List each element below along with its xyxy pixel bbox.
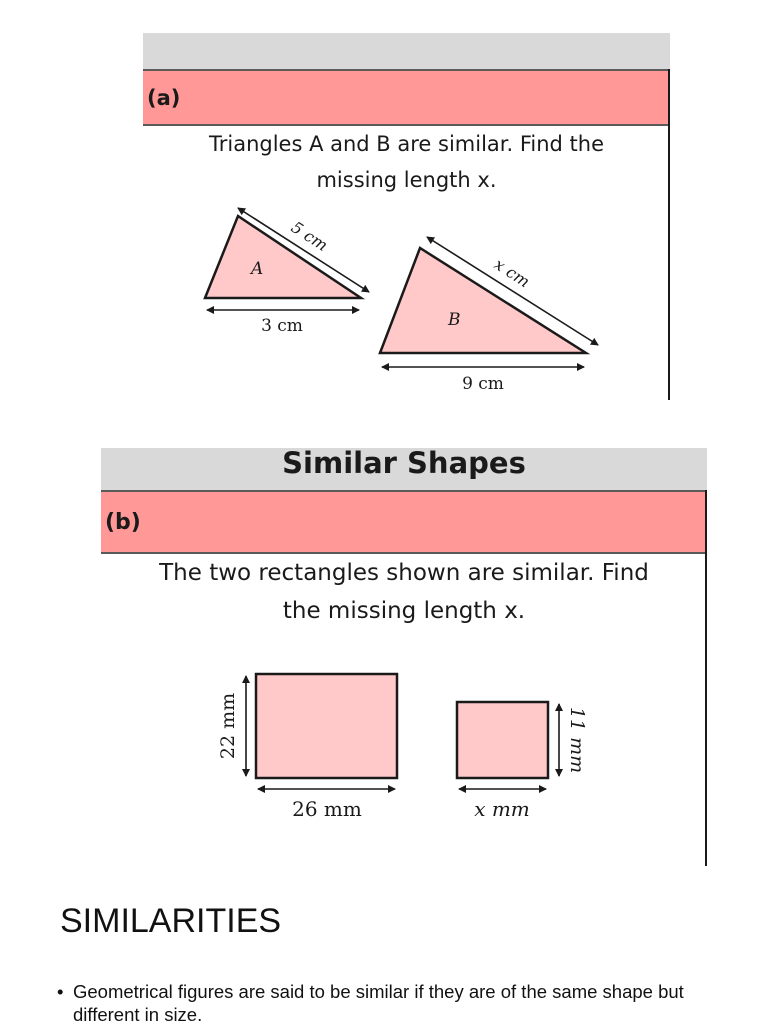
triangle-b-side-label: x cm (490, 254, 534, 292)
triangles-diagram (143, 33, 670, 400)
question-line-2: the missing length x. (282, 598, 526, 624)
triangle-b (380, 248, 586, 353)
triangle-a (205, 216, 361, 298)
triangle-b-base-label: 9 cm (462, 374, 504, 394)
rectangle-2-height-label: 11 mm (566, 706, 588, 774)
bullet-item: Geometrical figures are said to be similar if they are of the same shape but different in size. (73, 981, 684, 1025)
triangle-a-base-label: 3 cm (261, 316, 303, 336)
question-card-a (143, 33, 670, 400)
bullet-list (57, 980, 697, 1026)
question-card-b (101, 448, 707, 866)
bullet-icon: • (57, 981, 64, 1002)
rectangle-1-width-label: 26 mm (292, 797, 362, 821)
rectangle-1 (256, 674, 397, 778)
card-title: Similar Shapes (282, 446, 526, 480)
rectangle-1-height-label: 22 mm (217, 692, 239, 760)
section-heading: SIMILARITIES (60, 902, 282, 940)
triangle-a-side-label: 5 cm (287, 217, 332, 255)
part-label: (b) (105, 510, 141, 535)
question-line-2: missing length x. (316, 168, 497, 192)
part-label: (a) (147, 86, 181, 110)
rectangles-diagram (101, 448, 707, 866)
triangle-a-name: A (251, 259, 264, 279)
rectangle-2-width-label: x mm (474, 797, 530, 821)
rectangle-2 (457, 702, 548, 778)
triangle-b-name: B (448, 310, 461, 330)
question-line-1: The two rectangles shown are similar. Find (159, 560, 649, 586)
question-line-1: Triangles A and B are similar. Find the (208, 132, 605, 156)
